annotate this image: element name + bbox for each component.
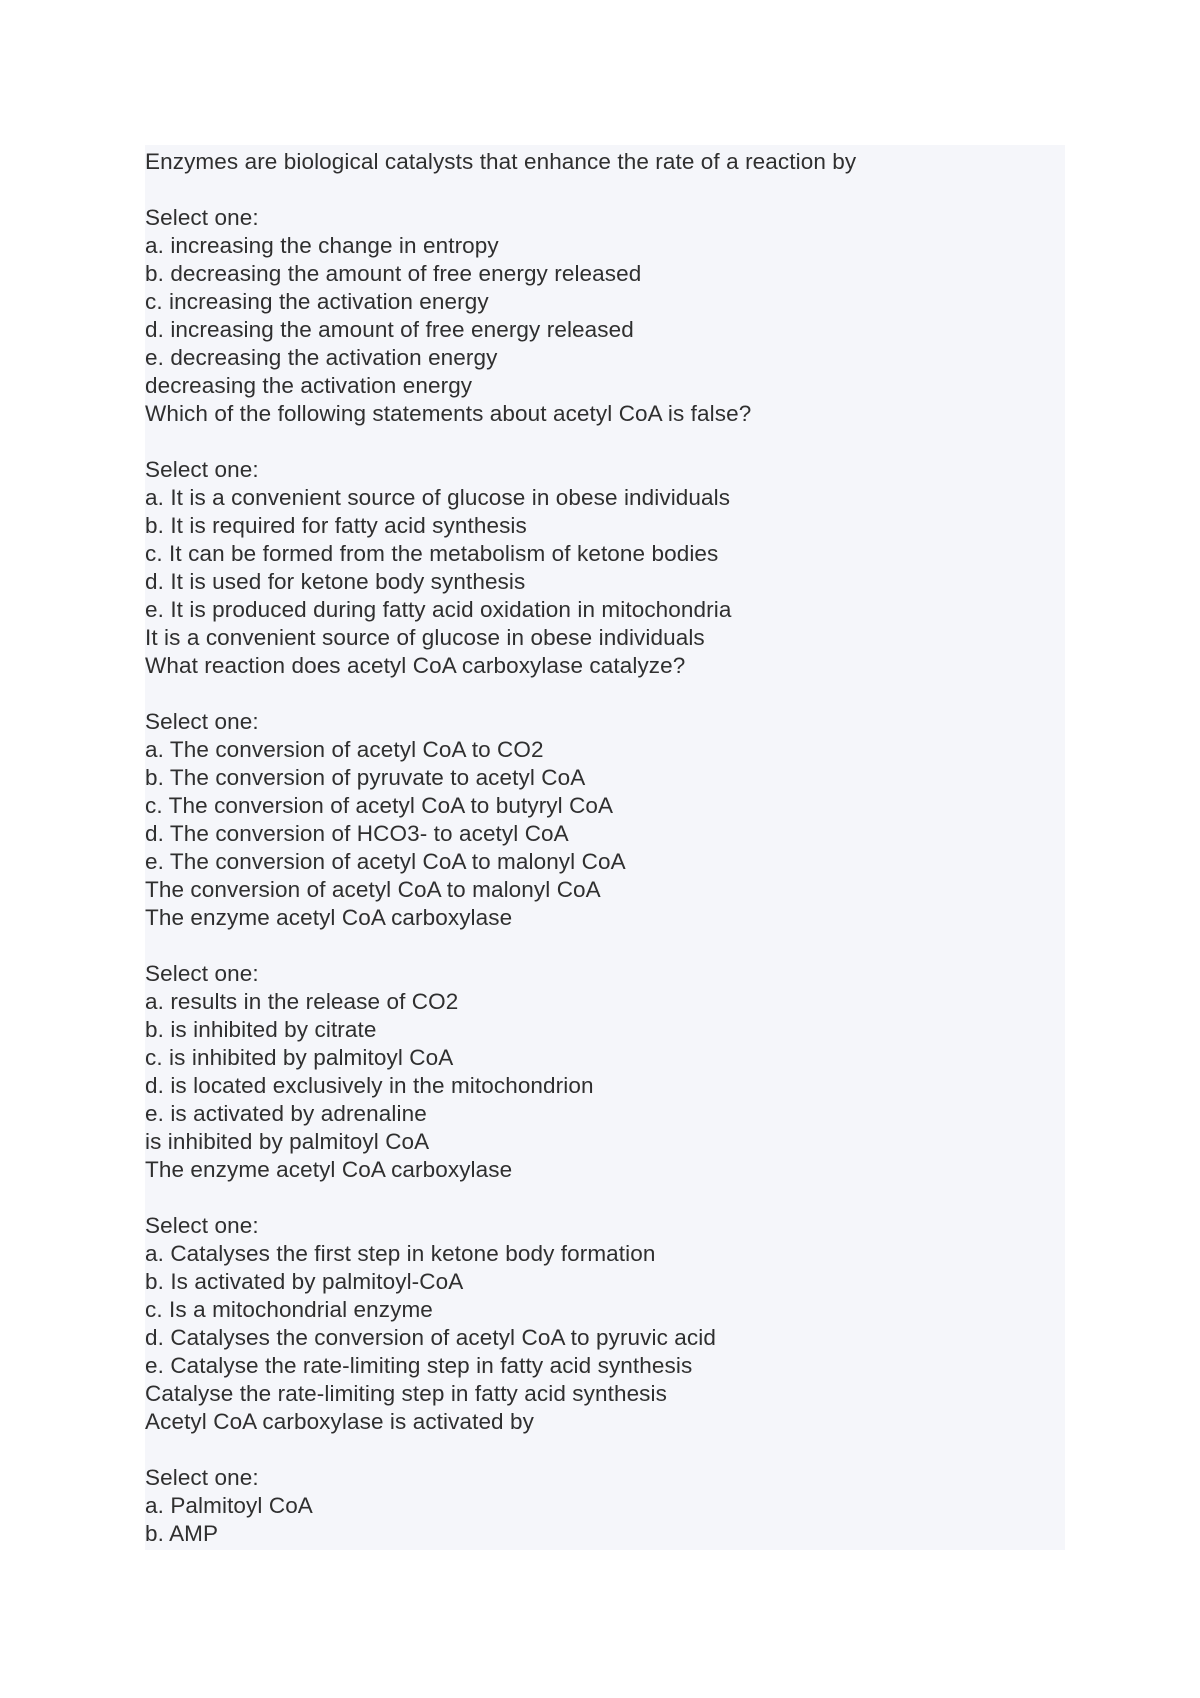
text-line: [145, 428, 856, 456]
text-line: It is a convenient source of glucose in obese individuals: [145, 625, 705, 650]
text-line: is inhibited by palmitoyl CoA: [145, 1129, 430, 1154]
text-line: Which of the following statements about acetyl CoA is false?: [145, 401, 752, 426]
text-line: d. is located exclusively in the mitochondrion: [145, 1073, 594, 1098]
text-line: decreasing the activation energy: [145, 373, 473, 398]
text-line: c. It can be formed from the metabolism of ketone bodies: [145, 541, 719, 566]
text-line: b. AMP: [145, 1521, 219, 1546]
text-line: e. Catalyse the rate-limiting step in fatty acid synthesis: [145, 1353, 693, 1378]
text-line: What reaction does acetyl CoA carboxylase catalyze?: [145, 653, 686, 678]
text-line: Select one:: [145, 205, 259, 230]
text-line: Select one:: [145, 457, 259, 482]
text-line: The enzyme acetyl CoA carboxylase: [145, 905, 513, 930]
text-line: c. increasing the activation energy: [145, 289, 489, 314]
text-line: Select one:: [145, 961, 259, 986]
text-line: The enzyme acetyl CoA carboxylase: [145, 1157, 513, 1182]
text-line: a. Catalyses the first step in ketone body formation: [145, 1241, 656, 1266]
text-line: e. decreasing the activation energy: [145, 345, 498, 370]
text-line: [145, 1436, 856, 1464]
text-line: d. It is used for ketone body synthesis: [145, 569, 526, 594]
text-line: [145, 176, 856, 204]
text-line: d. increasing the amount of free energy released: [145, 317, 634, 342]
text-line: c. The conversion of acetyl CoA to butyryl CoA: [145, 793, 614, 818]
text-line: c. Is a mitochondrial enzyme: [145, 1297, 433, 1322]
text-line: Acetyl CoA carboxylase is activated by: [145, 1409, 534, 1434]
text-line: d. Catalyses the conversion of acetyl CoA to pyruvic acid: [145, 1325, 716, 1350]
text-line: Select one:: [145, 1465, 259, 1490]
text-line: a. results in the release of CO2: [145, 989, 459, 1014]
text-line: b. It is required for fatty acid synthesis: [145, 513, 527, 538]
text-line: e. It is produced during fatty acid oxidation in mitochondria: [145, 597, 732, 622]
text-line: [145, 1184, 856, 1212]
text-line: e. is activated by adrenaline: [145, 1101, 427, 1126]
text-line: e. The conversion of acetyl CoA to malonyl CoA: [145, 849, 626, 874]
text-line: c. is inhibited by palmitoyl CoA: [145, 1045, 454, 1070]
text-line: a. increasing the change in entropy: [145, 233, 499, 258]
text-line: d. The conversion of HCO3- to acetyl CoA: [145, 821, 569, 846]
text-line: b. decreasing the amount of free energy released: [145, 261, 642, 286]
text-line: [145, 680, 856, 708]
text-line: The conversion of acetyl CoA to malonyl CoA: [145, 877, 601, 902]
text-line: Catalyse the rate-limiting step in fatty acid synthesis: [145, 1381, 667, 1406]
text-line: b. Is activated by palmitoyl-CoA: [145, 1269, 464, 1294]
document-text-block: [145, 145, 1065, 1550]
text-line: Enzymes are biological catalysts that enhance the rate of a reaction by: [145, 149, 857, 174]
text-line: [145, 932, 856, 960]
text-lines: [145, 148, 856, 1548]
text-line: a. It is a convenient source of glucose in obese individuals: [145, 485, 731, 510]
text-line: Select one:: [145, 709, 259, 734]
text-line: b. is inhibited by citrate: [145, 1017, 377, 1042]
text-line: b. The conversion of pyruvate to acetyl CoA: [145, 765, 586, 790]
text-line: a. Palmitoyl CoA: [145, 1493, 313, 1518]
text-line: Select one:: [145, 1213, 259, 1238]
text-line: a. The conversion of acetyl CoA to CO2: [145, 737, 544, 762]
